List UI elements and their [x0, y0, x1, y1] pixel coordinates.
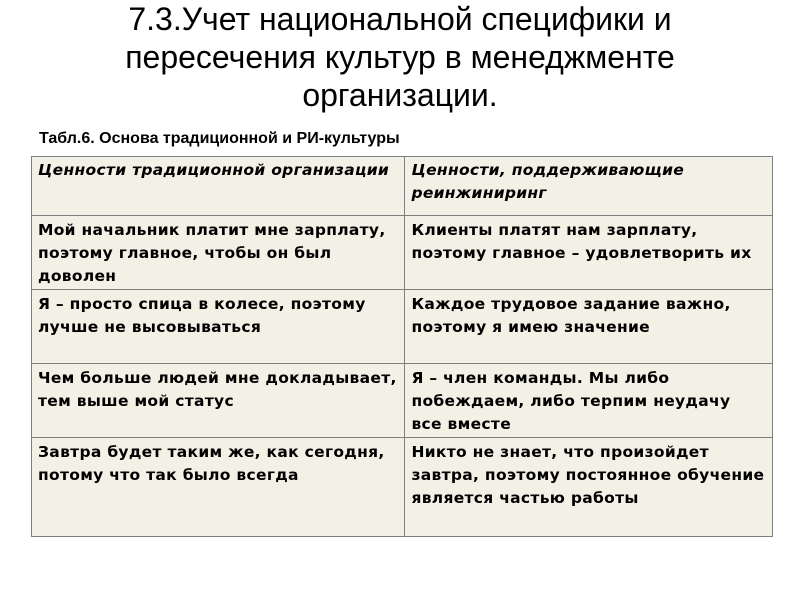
slide-title-line-2: пересечения культур в менеджменте	[125, 39, 675, 75]
slide-title-line-3: организации.	[302, 77, 498, 113]
header-traditional-values: Ценности традиционной организации	[32, 157, 405, 216]
values-comparison-table	[31, 156, 773, 537]
table-header-row	[32, 157, 773, 216]
reengineering-value-cell: Я – член команды. Мы либо побеждаем, либо терпим неудачу все вместе	[405, 364, 773, 438]
table-row	[32, 216, 773, 290]
traditional-value-cell: Мой начальник платит мне зарплату, поэтому главное, чтобы он был доволен	[32, 216, 405, 290]
traditional-value-cell: Завтра будет таким же, как сегодня, потому что так было всегда	[32, 438, 405, 537]
traditional-value-cell: Чем больше людей мне докладывает, тем выше мой статус	[32, 364, 405, 438]
reengineering-value-cell: Каждое трудовое задание важно, поэтому я имею значение	[405, 290, 773, 364]
slide-title	[0, 0, 800, 114]
reengineering-value-cell: Никто не знает, что произойдет завтра, поэтому постоянное обучение является частью работы	[405, 438, 773, 537]
table-row	[32, 438, 773, 537]
reengineering-value-cell: Клиенты платят нам зарплату, поэтому главное – удовлетворить их	[405, 216, 773, 290]
table-row	[32, 364, 773, 438]
header-reengineering-values: Ценности, поддерживающие реинжиниринг	[405, 157, 773, 216]
slide-title-line-1: 7.3.Учет национальной специфики и	[128, 1, 672, 37]
table-row	[32, 290, 773, 364]
table-caption: Табл.6. Основа традиционной и РИ-культуры	[39, 130, 400, 147]
traditional-value-cell: Я – просто спица в колесе, поэтому лучше не высовываться	[32, 290, 405, 364]
